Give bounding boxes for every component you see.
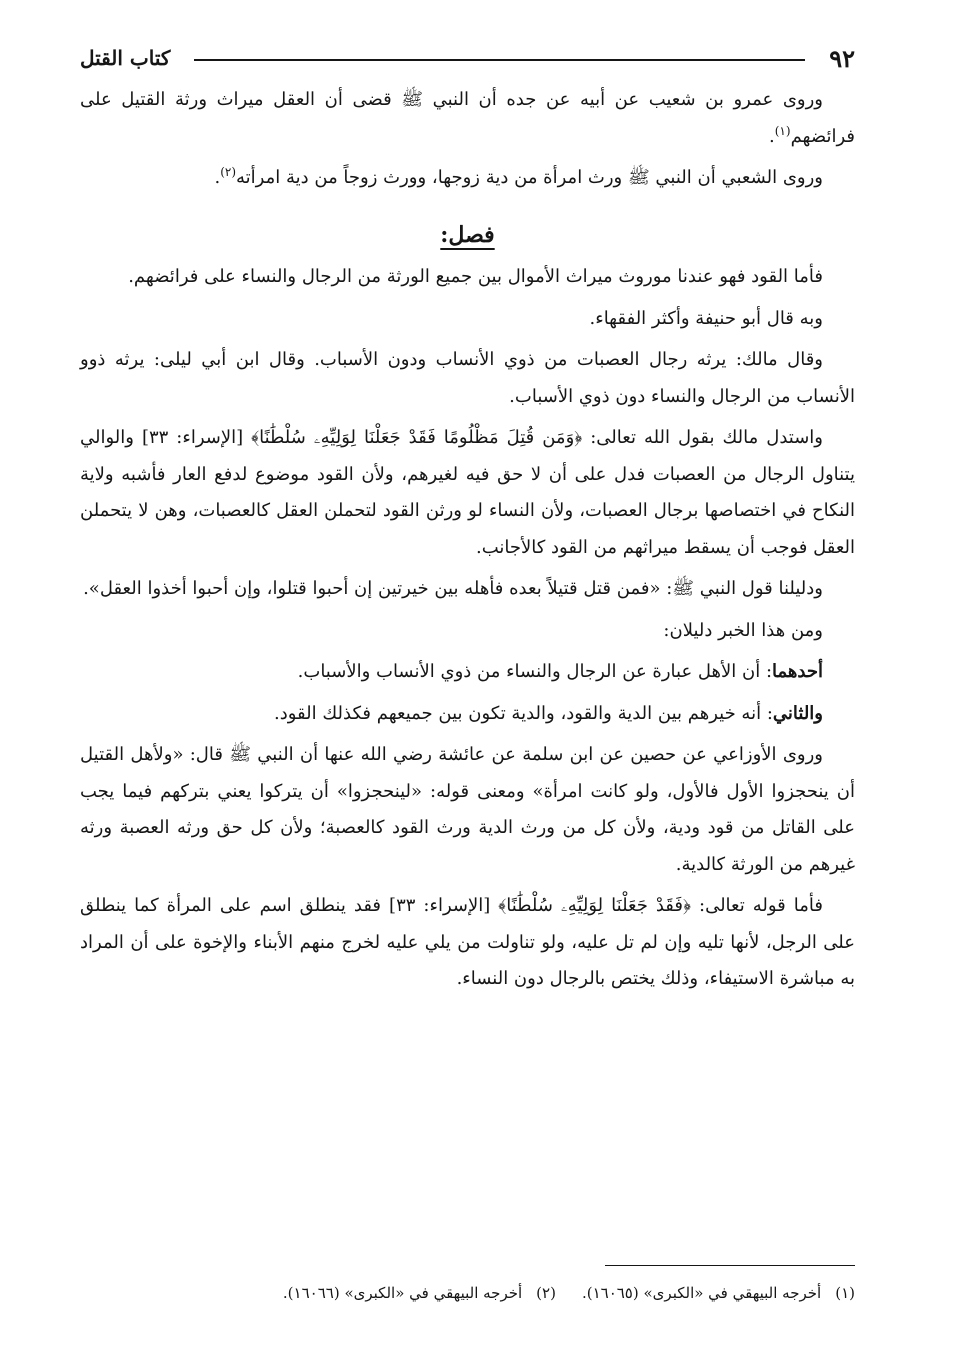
paragraph-9 <box>80 654 855 691</box>
footnote-1-number: (١) <box>835 1284 855 1302</box>
footnote-ref-1[interactable]: (١) <box>774 123 791 138</box>
header-rule <box>194 59 805 61</box>
paragraph-6-intro: واستدل مالك بقول الله تعالى: <box>582 427 823 448</box>
quran-verse-2: ﴿فَقَدْ جَعَلْنَا لِوَلِيِّهِۦ سُلْطَٰنًا﴾ <box>498 895 691 916</box>
paragraph-1-text: وروى عمرو بن شعيب عن أبيه عن جده أن النبي ﷺ قضى أن العقل ميراث ورثة القتيل على فرائضهم <box>80 89 855 147</box>
paragraph-10 <box>80 696 855 733</box>
footnote-1-text: أخرجه البيهقي في «الكبرى» (١٦٠٦٥). <box>581 1284 822 1302</box>
point-two-text: : أنه خيرهم بين الدية والقود، والدية تكون بين جميعهم فكذلك القود. <box>274 702 773 724</box>
paragraph-1 <box>80 82 855 155</box>
point-one-text: : أن الأهل عبارة عن الرجال والنساء من ذوي الأنساب والأسباب. <box>297 661 773 682</box>
footnote-2-text: أخرجه البيهقي في «الكبرى» (١٦٠٦٦). <box>282 1284 523 1302</box>
paragraph-6-text: [الإسراء: ٣٣] والوالي يتناول الرجال من العصبات فدل على أن لا حق فيه لغيرهم، ولأن القود موضوع لدفع العار فأشبه ولاية النكاح في اختصاصها برجال العصبات، ولأن النساء لو ورثن القود لتحملن العقل كالعصبات، وهن لا يتحملن العقل فوجب أن يسقط ميراثهم من القود كالأجانب. <box>80 427 855 558</box>
paragraph-12-text: [الإسراء: ٣٣] فقد ينطلق اسم على المرأة كما ينطلق على الرجل، لأنها تليه وإن لم تل عليه، ولو تناولت من يلي عليه لخرج منهم الأبناء والإخوة على أن المراد به مباشرة الاستيفاء، وذلك يختص بالرجال دون النساء. <box>80 895 855 989</box>
main-text <box>80 82 855 1003</box>
point-two-label: والثاني <box>772 702 823 724</box>
paragraph-12-intro: فأما قوله تعالى: <box>691 895 824 916</box>
paragraph-2-end: . <box>214 167 221 188</box>
footnotes <box>80 1280 855 1306</box>
footnote-ref-2[interactable]: (٢) <box>220 165 237 179</box>
footnote-rule <box>605 1265 855 1266</box>
paragraph-5: وقال مالك: يرثه رجال العصبات من ذوي الأنساب ودون الأسباب. وقال ابن أبي ليلى: يرثه ذوو الأنساب من الرجال والنساء دون ذوي الأسباب. <box>80 349 855 407</box>
paragraph-6 <box>80 420 855 566</box>
page-header <box>80 38 855 78</box>
paragraph-4: وبه قال أبو حنيفة وأكثر الفقهاء. <box>589 307 823 329</box>
footnote-2-number: (٢) <box>536 1284 556 1302</box>
paragraph-8: ومن هذا الخبر دليلان: <box>663 619 823 641</box>
book-title: كتاب القتل <box>80 46 171 70</box>
section-heading: فصل: <box>440 221 495 248</box>
paragraph-2 <box>80 160 855 197</box>
paragraph-2-text: وروى الشعبي أن النبي ﷺ ورث امرأة من دية زوجها، وورث زوجاً من دية امرأته <box>236 167 823 188</box>
paragraph-1-end: . <box>769 125 775 147</box>
paragraph-12 <box>80 888 855 998</box>
point-one-label: أحدهما <box>772 661 823 682</box>
paragraph-3: فأما القود فهو عندنا موروث ميراث الأموال بين جميع الورثة من الرجال والنساء على فرائضهم. <box>128 266 823 287</box>
paragraph-11: وروى الأوزاعي عن حصين عن ابن سلمة عن عائشة رضي الله عنها أن النبي ﷺ قال: «ولأهل القتيل أن ينحجزوا الأول فالأول، ولو كانت امرأة» ومعنى قوله: «لينحجزوا» أن يتركوا يعني بتركهم فيما يجب على القاتل من قود ودية، ولأن كل من ورث الدية ورث القود كالعصبة؛ ولأن كل حق ورثه العصبة ورثه غيرهم من الورثة كالدية. <box>80 744 855 875</box>
page-number: ٩٢ <box>829 43 855 73</box>
paragraph-7: ودليلنا قول النبي ﷺ: «فمن قتل قتيلاً بعده فأهله بين خيرتين إن أحبوا قتلوا، وإن أحبوا أخذوا العقل». <box>83 578 823 599</box>
quran-verse-1: ﴿وَمَن قُتِلَ مَظْلُومًا فَقَدْ جَعَلْنَا لِوَلِيِّهِۦ سُلْطَٰنًا﴾ <box>251 427 583 448</box>
